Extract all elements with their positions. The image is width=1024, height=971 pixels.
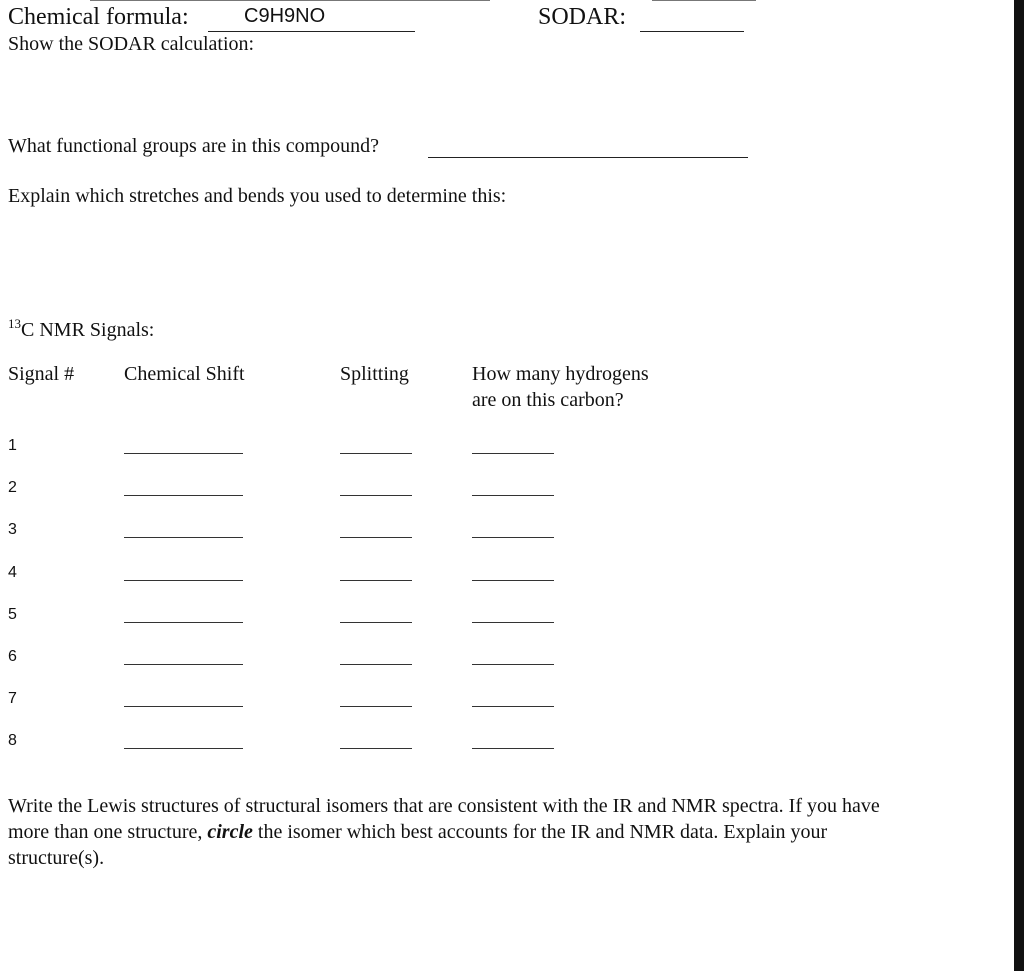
top-rule-left	[90, 0, 490, 1]
chemical-shift-blank[interactable]	[124, 706, 243, 707]
signal-number: 7	[8, 690, 17, 708]
functional-groups-question: What functional groups are in this compound?	[8, 135, 380, 157]
functional-groups-answer-line[interactable]	[428, 157, 748, 158]
chemical-shift-blank[interactable]	[124, 453, 243, 454]
hydrogens-blank[interactable]	[472, 706, 554, 707]
hydrogens-blank[interactable]	[472, 495, 554, 496]
nmr-title	[8, 312, 154, 342]
nmr-title-text: C NMR Signals:	[21, 319, 155, 341]
col-header-splitting: Splitting	[340, 363, 409, 385]
splitting-blank[interactable]	[340, 495, 412, 496]
lewis-instructions-emphasis: circle	[207, 821, 253, 843]
lewis-instructions-part2: the isomer which best accounts for the IR and NMR data. Explain your structure(s).	[8, 821, 828, 869]
splitting-blank[interactable]	[340, 622, 412, 623]
nmr-title-superscript: 13	[8, 316, 21, 331]
signal-number: 6	[8, 648, 17, 665]
signal-number: 2	[8, 479, 17, 497]
chemical-shift-blank[interactable]	[124, 748, 243, 749]
splitting-blank[interactable]	[340, 748, 412, 749]
hydrogens-blank[interactable]	[472, 622, 554, 623]
splitting-blank[interactable]	[340, 580, 412, 581]
col-header-signal: Signal #	[8, 363, 75, 385]
chemical-shift-blank[interactable]	[124, 495, 243, 496]
chemical-shift-blank[interactable]	[124, 622, 243, 623]
page-edge-bar	[1014, 0, 1024, 971]
col-header-hydrogens-line2: are on this carbon?	[472, 389, 624, 411]
signal-number: 3	[8, 521, 17, 539]
signal-number: 1	[8, 437, 17, 454]
top-rule-right	[652, 0, 756, 1]
hydrogens-blank[interactable]	[472, 664, 554, 665]
formula-value[interactable]: C9H9NO	[244, 5, 326, 27]
sodar-calc-prompt: Show the SODAR calculation:	[8, 33, 255, 55]
splitting-blank[interactable]	[340, 453, 412, 454]
hydrogens-blank[interactable]	[472, 537, 554, 538]
signal-number: 8	[8, 732, 17, 750]
splitting-blank[interactable]	[340, 664, 412, 665]
hydrogens-blank[interactable]	[472, 453, 554, 454]
col-header-shift: Chemical Shift	[124, 363, 245, 385]
splitting-blank[interactable]	[340, 706, 412, 707]
signal-number: 5	[8, 605, 17, 623]
splitting-blank[interactable]	[340, 537, 412, 538]
explain-prompt: Explain which stretches and bends you used to determine this:	[8, 185, 507, 207]
lewis-instructions	[8, 793, 908, 871]
signal-number: 4	[8, 563, 17, 581]
col-header-hydrogens-line1: How many hydrogens	[472, 363, 649, 385]
hydrogens-blank[interactable]	[472, 580, 554, 581]
hydrogens-blank[interactable]	[472, 748, 554, 749]
chemical-shift-blank[interactable]	[124, 580, 243, 581]
chemical-shift-blank[interactable]	[124, 664, 243, 665]
sodar-label: SODAR:	[538, 4, 627, 30]
sodar-blank-line[interactable]	[640, 31, 744, 32]
formula-label: Chemical formula:	[8, 4, 189, 30]
lewis-instructions-part1: Write the Lewis structures of structural isomers that are consistent with the IR and NMR spectra. If you have more than one structure,	[8, 795, 880, 843]
chemical-shift-blank[interactable]	[124, 537, 243, 538]
